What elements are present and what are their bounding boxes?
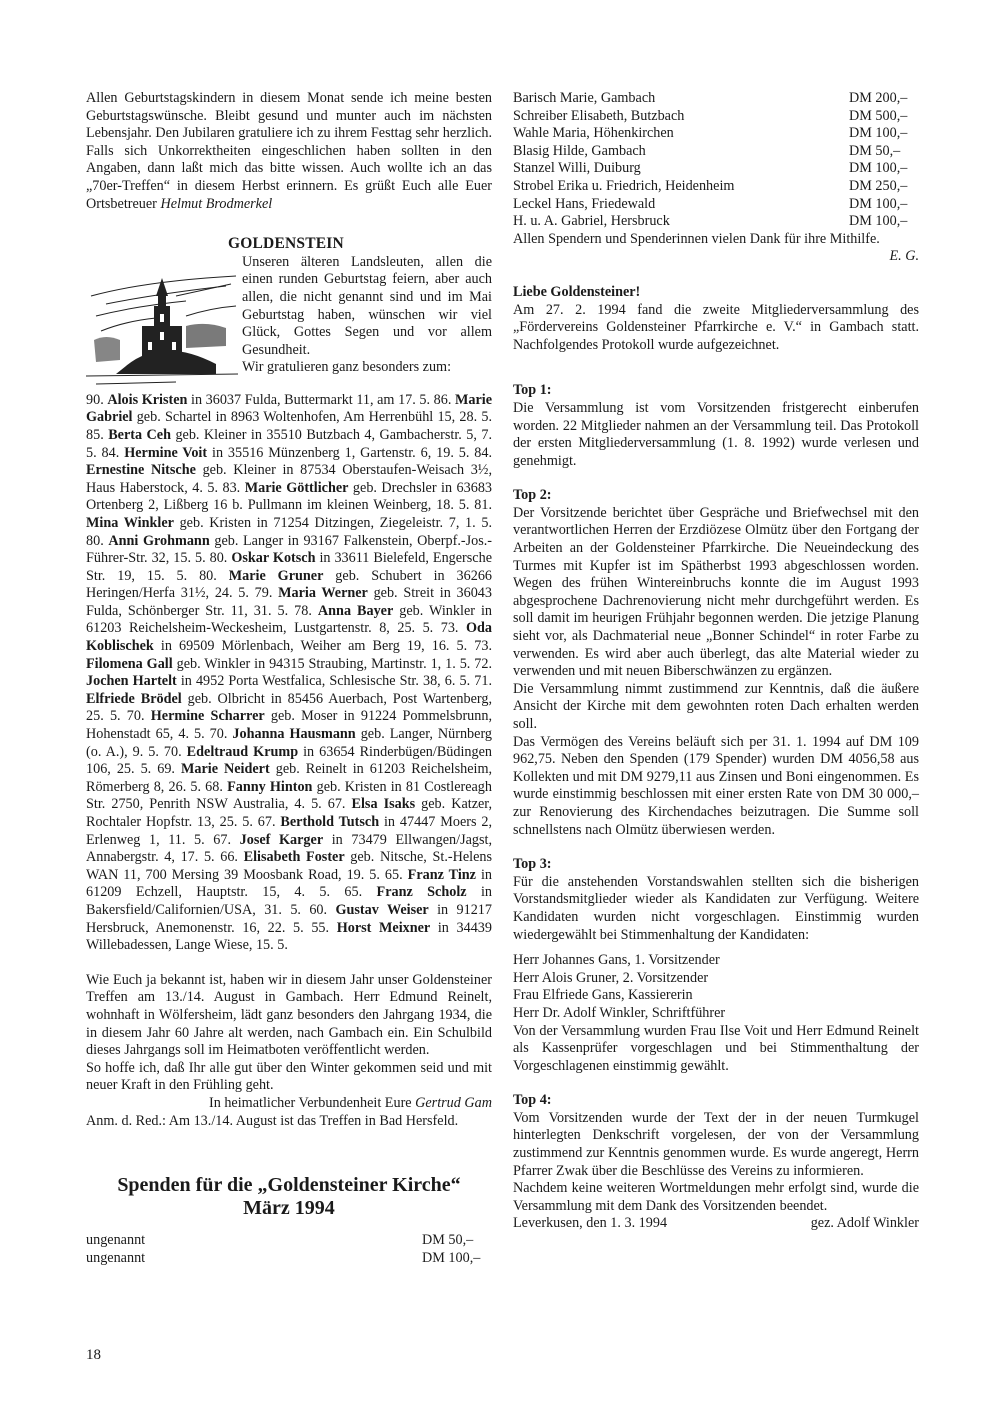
donor-row: Leckel Hans, Friedewald DM 100,– bbox=[513, 195, 908, 212]
closing-author: Gertrud Gam bbox=[415, 1094, 492, 1111]
top3-after: Von der Versammlung wurden Frau Ilse Voit und Herr Edmund Reinelt als Kassenprüfer vorgeschlagen und bei Stimmenthaltung der Vorgeschlagenen einstimmig gewählt. bbox=[513, 1022, 919, 1074]
birthday-name: Ernestine Nitsche bbox=[86, 462, 196, 479]
birthday-name: Hermine Voit bbox=[124, 444, 208, 461]
birthday-entries bbox=[86, 392, 492, 953]
donor-row: Stanzel Willi, Duiburg DM 100,– bbox=[513, 160, 908, 177]
birthday-entry: Marie Neidert geb. Reinelt in 61203 Reichelsheim, Römerberg 8, 26. 5. 68. bbox=[86, 761, 493, 795]
birthday-entry: Oskar Kotsch in 33611 Bielefeld, Engersche Str. 19, 15. 5. 80. bbox=[86, 550, 492, 584]
birthday-entry: Edeltraud Krump in 63654 Rinderbügen/Büdingen 106, 25. 5. 69. bbox=[86, 743, 492, 778]
birthday-list bbox=[86, 392, 492, 955]
birthday-entry: Filomena Gall geb. Winkler in 94315 Straubing, Martinstr. 1, 1. 5. 72. bbox=[86, 655, 492, 672]
birthday-entry: Berthold Tutsch in 47447 Moers 2, Erlenweg 1, 11. 5. 67. bbox=[86, 814, 493, 848]
donor-list bbox=[513, 90, 919, 231]
top3-text: Für die anstehenden Vorstandswahlen stellten sich die bisherigen Vorstandsmitglieder wieder als Kandidaten zur Verfügung. Weitere Kandidaten wurden nicht vorgeschlagen. Einstimmig wurden wiedergewählt bei Stimmenhaltung der Kandidaten: bbox=[513, 873, 919, 943]
birthday-name: Berthold Tutsch bbox=[280, 814, 380, 830]
liebe-heading: Liebe Goldensteiner! bbox=[513, 283, 641, 300]
donor-row: Barisch Marie, Gambach DM 200,– bbox=[513, 90, 908, 106]
right-column bbox=[513, 90, 919, 1233]
top2-heading: Top 2: bbox=[513, 487, 552, 504]
birthday-name: Edeltraud Krump bbox=[186, 743, 299, 760]
birthday-entry: Franz Scholz in Bakersfield/Californien/USA, 31. 5. 60. bbox=[86, 884, 492, 918]
birthday-name: Maria Werner bbox=[278, 585, 368, 602]
birthday-name: Alois Kristen bbox=[107, 391, 188, 408]
donations-title: Spenden für die „Goldensteiner Kirche“ März 1994 bbox=[117, 1174, 461, 1220]
birthday-name: Franz Scholz bbox=[376, 884, 467, 901]
birthday-name: Franz Tinz bbox=[407, 866, 476, 883]
donor-row: Schreiber Elisabeth, Butzbach DM 500,– bbox=[513, 107, 908, 124]
board-member: Herr Alois Gruner, 2. Vorsitzender bbox=[513, 969, 709, 986]
birthday-name: Oda Koblischek bbox=[86, 620, 492, 655]
birthday-name: Elisabeth Foster bbox=[243, 849, 345, 866]
birthday-name: Jochen Hartelt bbox=[86, 673, 177, 690]
goldenstein-text: Unseren älteren Landsleuten, allen die einen runden Geburtstag feiern, aber auch allen, die nicht genannt sind und im Mai Geburtstag haben, wünschen wir viel Glück, Gottes Segen und vor allem Gesundheit. bbox=[242, 253, 492, 358]
signature: gez. Adolf Winkler bbox=[810, 1215, 919, 1232]
meeting-paragraph: Wie Euch ja bekannt ist, haben wir in diesem Jahr unser Goldensteiner Treffen am 13./14. August in Gambach. Herr Edmund Reinelt, wohnhaft in Wölfersheim, lädt ganz besonders den Jahrgang 1934, die in diesem Jahr 60 Jahre alt werden, nach Gambach ein. Ein Schulbild dieses Jahrgangs soll im Heimatboten veröffentlicht werden. bbox=[86, 971, 492, 1059]
top1-text: Die Versammlung ist vom Vorsitzenden fristgerecht einberufen worden. 22 Mitglieder nahmen an der Versammlung teil. Das Protokoll der ersten Mitgliederversammlung (1. 8. 1992) wurde verlesen und genehmigt. bbox=[513, 399, 919, 469]
goldenstein-title: GOLDENSTEIN bbox=[228, 235, 344, 253]
birthday-name: Elsa Isaks bbox=[351, 796, 416, 813]
left-column bbox=[86, 90, 492, 1267]
birthday-entry: Anna Bayer geb. Winkler in 61203 Reichelsheim-Weckesheim, Lustgartenstr. 8, 25. 5. 73. bbox=[86, 602, 492, 637]
birthday-entry: Marie Gruner geb. Schubert in 36266 Heringen/Herfa 31½, 24. 5. 79. bbox=[86, 567, 493, 602]
board-member: Frau Elfriede Gans, Kassiererin bbox=[513, 987, 693, 1004]
birthday-entry: Hermine Voit in 35516 Münzenberg 1, Gartenstr. 6, 19. 5. 84. bbox=[124, 444, 493, 461]
top4-paragraph-2: Nachdem keine weiteren Wortmeldungen mehr erfolgt sind, wurde die Versammlung mit dem Dank des Vorsitzenden beendet. bbox=[513, 1180, 919, 1214]
birthday-entry: Elfriede Brödel geb. Olbricht in 85456 Auerbach, Post Wartenberg, 25. 5. 70. bbox=[86, 690, 492, 725]
birthday-name: Hermine Scharrer bbox=[150, 708, 265, 725]
birthday-entry: Elisabeth Foster geb. Nitsche, St.-Helens WAN 11, 700 Mersing 39 Moosbank Road, 19. 5. 65. bbox=[86, 849, 492, 883]
birthday-name: Marie Gruner bbox=[228, 567, 324, 584]
birthday-name: Horst Meixner bbox=[336, 919, 431, 936]
birthday-entry: Hermine Scharrer geb. Moser in 91224 Pommelsbrunn, Hohenstadt 65, 4. 5. 70. bbox=[86, 708, 493, 743]
birthday-name: Josef Karger bbox=[239, 831, 324, 848]
donation-thanks: Allen Spendern und Spenderinnen vielen Dank für ihre Mithilfe. bbox=[513, 230, 880, 247]
donation-row: ungenannt DM 100,– bbox=[86, 1249, 481, 1266]
intro-paragraph: Allen Geburtstagskindern in diesem Monat sende ich meine besten Geburtstagswünsche. Bleibt gesund und munter auch im nächsten Lebensjahr. Den Jubilaren gratuliere ich zu ihrem Festtag sehr herzlich. Falls sich Unkorrektheiten eingeschlichen haben sollten in den Angaben, dann laßt mich das bitte wissen. Auch wollte ich an das „70er-Treffen“ in diesem Herbst erinnern. Es grüßt Euch alle Euer Ortsbetreuer Helmut Brodmerkel bbox=[86, 90, 493, 212]
signoff bbox=[513, 1215, 919, 1233]
birthday-name: Anni Grohmann bbox=[108, 532, 210, 549]
birthday-name: Marie Neidert bbox=[180, 761, 270, 778]
thanks-signature: E. G. bbox=[889, 248, 919, 265]
intro-author: Helmut Brodmerkel bbox=[160, 195, 273, 212]
top2-paragraph-2: Die Versammlung nimmt zustimmend zur Kenntnis, daß die äußere Ansicht der Kirche mit dem gewohnten roten Dach erhalten werden soll. bbox=[513, 680, 919, 732]
birthday-entry: Berta Ceh geb. Kleiner in 35510 Butzbach 4, Gambacherstr. 5, 7. 5. 84. bbox=[86, 426, 493, 461]
birthday-entry: Josef Karger in 73479 Ellwangen/Jagst, Annabergstr. 4, 17. 5. 66. bbox=[86, 831, 492, 866]
birthday-entry: Horst Meixner in 34439 Willebadessen, Lange Wiese, 15. 5. bbox=[86, 919, 492, 954]
top4-heading: Top 4: bbox=[513, 1092, 552, 1109]
board-list bbox=[513, 952, 919, 1022]
birthday-entry: Anni Grohmann geb. Langer in 93167 Falkenstein, Oberpf.-Jos.-Führer-Str. 32, 15. 5. 80. bbox=[86, 532, 492, 567]
birthday-name: Marie Gabriel bbox=[86, 391, 493, 426]
birthday-entry: Elsa Isaks geb. Katzer, Rochtaler Hopfstr. 13, 25. 5. 67. bbox=[86, 796, 492, 830]
page-number: 18 bbox=[86, 1347, 101, 1363]
birthday-entry: Marie Göttlicher geb. Drechsler in 63683 Ortenberg 2, Lißberg 16 b. Pullmann im kleinen Weinberg, 18. 5. 81. bbox=[86, 479, 493, 514]
birthday-name: Fanny Hinton bbox=[227, 778, 313, 795]
board-member: Herr Dr. Adolf Winkler, Schriftführer bbox=[513, 1004, 726, 1021]
birthday-entry: Jochen Hartelt in 4952 Porta Westfalica, Schlesische Str. 38, 6. 5. 71. bbox=[86, 673, 492, 690]
birthday-entry: Ernestine Nitsche geb. Kleiner in 87534 Oberstaufen-Weisach 3½, Haus Haberstock, 4. 5. 83. bbox=[86, 462, 492, 496]
donor-row: H. u. A. Gabriel, Hersbruck DM 100,– bbox=[513, 213, 908, 230]
birthday-entry: Marie Gabriel geb. Schartel in 8963 Woltenhofen, Am Herrenbühl 15, 28. 5. 85. bbox=[86, 391, 493, 443]
top1-heading: Top 1: bbox=[513, 382, 552, 399]
church-drawing-icon bbox=[86, 256, 238, 392]
top2-paragraph-1: Der Vorsitzende berichtet über Gespräche und Briefwechsel mit den verantwortlichen Herren der Erzdiözese Olmütz über den Fortgang der Arbeiten an der Goldensteiner Pfarrkirche. Die Neueindeckung des Turmes mit Kupfer ist im Spätherbst 1993 abgeschlossen worden. Wegen des frühen Wintereinbruchs konnte die im August 1993 abgesprochene Dachrenovierung nicht mehr durchgeführt werden. Es soll damit im heurigen Frühjahr begonnen werden. Die jetzige Planung sieht vor, als Dachmaterial neue „Bonner Schindel“ in roter Farbe zu verwenden. Es wird aber auch überlegt, das alte Material wieder zu verwenden und mit neuen Biberschwänzen zu ergänzen. bbox=[513, 504, 919, 680]
birthday-entry: Franz Tinz in 61209 Echzell, Hauptstr. 15, 4. 5. 65. bbox=[86, 866, 493, 901]
birthday-name: Berta Ceh bbox=[108, 426, 171, 443]
liebe-text: Am 27. 2. 1994 fand die zweite Mitgliederversammlung des „Fördervereins Goldensteiner Pfarrkirche e. V.“ in Gambach statt. Nachfolgendes Protokoll wurde aufgezeichnet. bbox=[513, 301, 919, 353]
place-date: Leverkusen, den 1. 3. 1994 bbox=[513, 1215, 668, 1232]
birthday-entry: Fanny Hinton geb. Kristen in 81 Costlereagh Str. 2750, Penrith NSW Australia, 4. 5. 67. bbox=[86, 778, 492, 813]
top2-paragraph-3: Das Vermögen des Vereins beläuft sich per 31. 1. 1994 auf DM 109 962,75. Neben den Spenden (179 Spender) wurden DM 4056,58 aus Kollekten und mit DM 9279,11 aus Zinsen und Boni eingenommen. Es wurde einstimmig beschlossen mit einer ersten Rate von DM 30 000,– zur Renovierung des Kirchendaches beizutragen. Die Summe soll schnellstens nach Olmütz überwiesen werden. bbox=[513, 733, 919, 838]
birthday-entry: Mina Winkler geb. Kristen in 71254 Ditzingen, Ziegeleistr. 7, 1. 5. 80. bbox=[86, 514, 493, 549]
winter-paragraph: So hoffe ich, daß Ihr alle gut über den Winter gekommen seid und mit neuer Kraft in den Frühling geht. bbox=[86, 1059, 492, 1094]
top4-paragraph-1: Vom Vorsitzenden wurde der Text der in der neuen Turmkugel hinterlegten Denkschrift vorgelesen, der von der Versammlung zustimmend zur Kenntnis genommen wurde. Es wurde angeregt, Herrn Pfarrer Zwak über die Beschlüsse des Vereins zu informieren. bbox=[513, 1109, 919, 1179]
editor-note: Anm. d. Red.: Am 13./14. August ist das Treffen in Bad Hersfeld. bbox=[86, 1112, 459, 1129]
birthday-name: Filomena Gall bbox=[86, 655, 173, 672]
donor-row: Wahle Maria, Höhenkirchen DM 100,– bbox=[513, 125, 908, 142]
donation-row: ungenannt DM 50,– bbox=[86, 1232, 474, 1249]
donor-row: Strobel Erika u. Friedrich, Heidenheim DM 250,– bbox=[513, 177, 908, 194]
birthday-entry: Maria Werner geb. Streit in 36043 Fulda, Schönberger Str. 11, 31. 5. 78. bbox=[86, 585, 492, 619]
gratulate-line: Wir gratulieren ganz besonders zum: bbox=[242, 359, 452, 376]
birthday-entry: Gustav Weiser in 91217 Hersbruck, Anemonenstr. 16, 22. 5. 55. bbox=[86, 901, 492, 936]
birthday-name: Mina Winkler bbox=[86, 514, 174, 531]
board-member: Herr Johannes Gans, 1. Vorsitzender bbox=[513, 952, 720, 969]
goldenstein-section bbox=[86, 235, 492, 955]
birthday-name: Gustav Weiser bbox=[335, 901, 429, 918]
closing-line: In heimatlicher Verbundenheit Eure Gertrud Gam bbox=[208, 1094, 492, 1111]
birthday-name: Anna Bayer bbox=[317, 602, 394, 619]
birthday-entry: Johanna Hausmann geb. Langer, Nürnberg (o. A.), 9. 5. 70. bbox=[86, 726, 493, 760]
birthday-name: Marie Göttlicher bbox=[244, 479, 349, 496]
donor-row: Blasig Hilde, Gambach DM 50,– bbox=[513, 142, 901, 159]
top3-heading: Top 3: bbox=[513, 856, 552, 873]
birthday-name: Johanna Hausmann bbox=[232, 726, 356, 743]
birthday-entry: 90. Alois Kristen in 36037 Fulda, Buttermarkt 11, am 17. 5. 86. bbox=[86, 391, 452, 408]
birthday-name: Oskar Kotsch bbox=[231, 550, 316, 567]
birthday-name: Elfriede Brödel bbox=[86, 690, 182, 707]
birthday-entry: Oda Koblischek in 69509 Mörlenbach, Weiher am Berg 19, 16. 5. 73. bbox=[86, 620, 492, 655]
